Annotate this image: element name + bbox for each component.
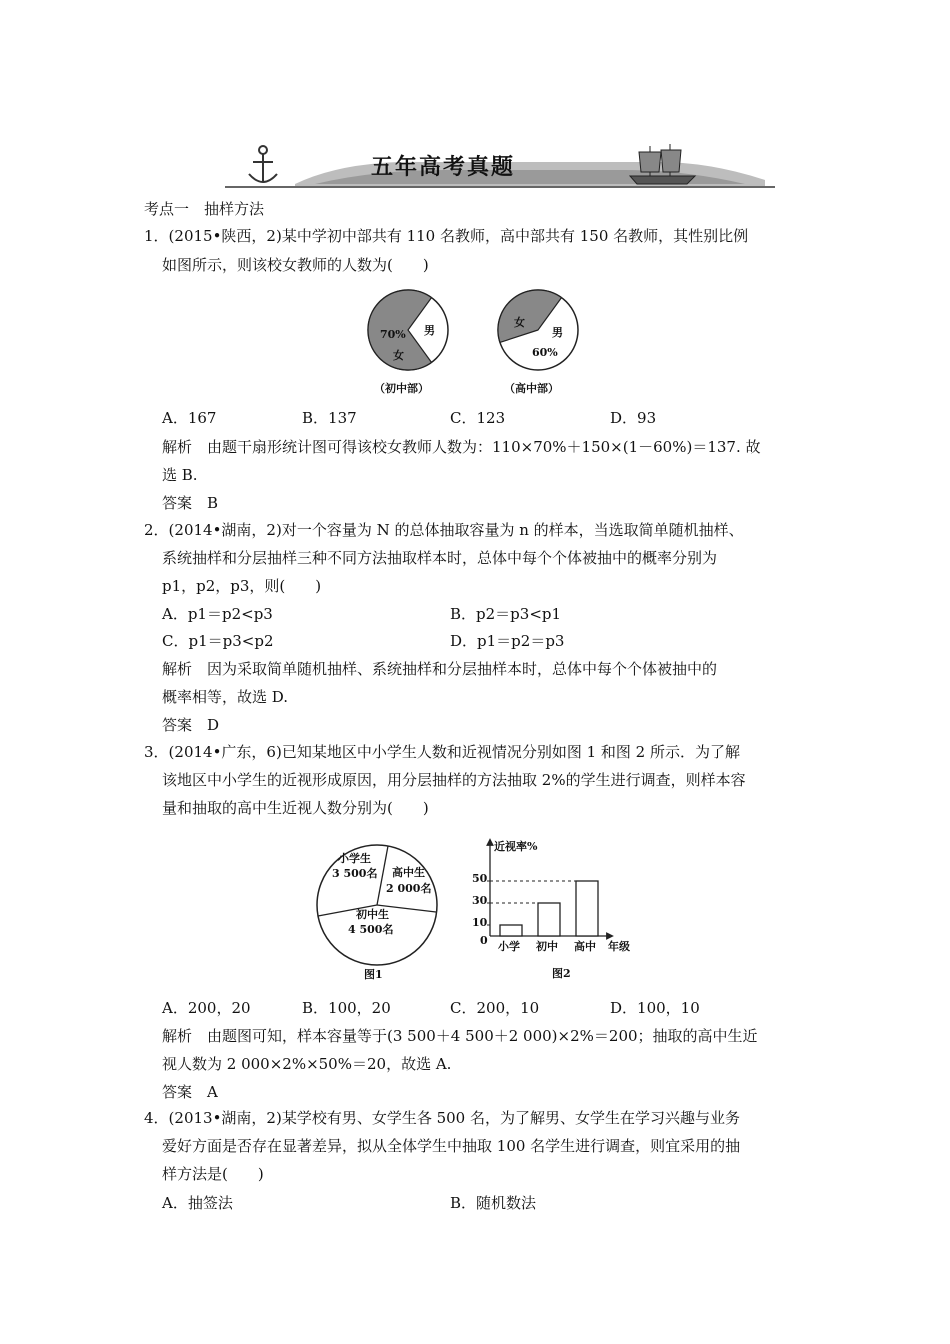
section-title: 考点一 抽样方法 (144, 200, 265, 218)
bar-2 (576, 881, 598, 936)
banner (225, 140, 775, 192)
q3-answer: 答案 A (162, 1083, 218, 1101)
q3-analysis-line1: 解析 由题图可知，样本容量等于(3 500＋4 500＋2 000)×2%＝200；抽取的高中生近 (162, 1027, 758, 1045)
q1-answer: 答案 B (162, 494, 219, 512)
chart-ytick-10: 10 (472, 916, 488, 929)
pie2-caption: （高中部） (504, 382, 559, 395)
chart-ylabel: 近视率% (494, 840, 538, 853)
q1-pie-junior (360, 286, 460, 396)
chart-caption: 图2 (552, 967, 571, 980)
banner-title: 五年高考真题 (371, 155, 516, 180)
q4-stem-line1: 4．(2013•湖南，2)某学校有男、女学生各 500 名，为了解男、女学生在学习兴趣与业务 (144, 1109, 740, 1127)
chart-ytick-0: 0 (480, 934, 488, 947)
q3-pie-chart (312, 840, 442, 990)
q4-option-a: A．抽签法 (162, 1194, 233, 1212)
q3-stem-line2: 该地区中小学生的近视形成原因，用分层抽样的方法抽取 2%的学生进行调查，则样本容 (162, 771, 746, 789)
q1-pie-senior (490, 286, 590, 396)
pie1-male: 男 (424, 324, 435, 337)
chart-xtick-senior: 高中 (574, 940, 596, 953)
pie-label-junior: 初中生 (356, 908, 389, 921)
q3-option-b: B．100，20 (302, 999, 391, 1017)
chart-xtick-junior: 初中 (536, 940, 558, 953)
chart-xtick-primary: 小学 (498, 940, 520, 953)
q1-analysis-line2: 选 B. (162, 466, 198, 484)
q2-stem-line2: 系统抽样和分层抽样三种不同方法抽取样本时，总体中每个个体被抽中的概率分别为 (162, 549, 718, 567)
q1-option-c: C．123 (450, 409, 506, 427)
q2-option-c: C．p1＝p3<p2 (162, 632, 274, 650)
q1-option-a: A．167 (162, 409, 217, 427)
pie1-female: 女 (393, 349, 404, 362)
q2-option-b: B．p2＝p3<p1 (450, 605, 562, 623)
q2-option-a: A．p1＝p2<p3 (162, 605, 273, 623)
q2-answer: 答案 D (162, 716, 220, 734)
pie-value-senior: 2 000名 (386, 882, 432, 895)
q1-analysis-line1: 解析 由题干扇形统计图可得该校女教师人数为：110×70%＋150×(1－60%)＝137. 故 (162, 438, 761, 456)
q3-stem-line3: 量和抽取的高中生近视人数分别为( ) (162, 799, 429, 817)
q3-option-d: D．100，10 (610, 999, 700, 1017)
q1-option-b: B．137 (302, 409, 357, 427)
bar-1 (538, 903, 560, 936)
q4-stem-line2: 爱好方面是否存在显著差异，拟从全体学生中抽取 100 名学生进行调查，则宜采用的抽 (162, 1137, 741, 1155)
bar-0 (500, 925, 522, 936)
pie-value-primary: 3 500名 (332, 867, 378, 880)
q4-option-b: B．随机数法 (450, 1194, 537, 1212)
pie2-female: 女 (514, 316, 525, 329)
anchor-icon (249, 146, 277, 182)
pie1-caption: （初中部） (374, 382, 429, 395)
q2-stem-line3: p1，p2，p3，则( ) (162, 577, 322, 595)
q1-stem-line2: 如图所示，则该校女教师的人数为( ) (162, 256, 429, 274)
q3-option-c: C．200，10 (450, 999, 540, 1017)
pie2-male: 男 (552, 326, 563, 339)
q3-stem-line1: 3．(2014•广东，6)已知某地区中小学生人数和近视情况分别如图 1 和图 2 所示．为了解 (144, 743, 740, 761)
chart-ytick-50: 50 (472, 872, 488, 885)
q2-stem-line1: 2．(2014•湖南，2)对一个容量为 N 的总体抽取容量为 n 的样本，当选取简单随机抽样、 (144, 521, 744, 539)
q2-analysis-line1: 解析 因为采取简单随机抽样、系统抽样和分层抽样本时，总体中每个个体被抽中的 (162, 660, 718, 678)
chart-ytick-30: 30 (472, 894, 488, 907)
pie-value-junior: 4 500名 (348, 923, 394, 936)
q1-stem-line1: 1．(2015•陕西，2)某中学初中部共有 110 名教师，高中部共有 150 名教师，其性别比例 (144, 227, 749, 245)
q4-stem-line3: 样方法是( ) (162, 1165, 264, 1183)
pie-label-primary: 小学生 (338, 852, 371, 865)
q2-option-d: D．p1＝p2＝p3 (450, 632, 565, 650)
pie-caption: 图1 (364, 968, 383, 981)
pie2-pct: 60% (532, 346, 558, 359)
pie1-pct: 70% (380, 328, 406, 341)
q2-analysis-line2: 概率相等，故选 D. (162, 688, 289, 706)
chart-xlabel: 年级 (608, 940, 630, 953)
q1-option-d: D．93 (610, 409, 657, 427)
q3-bar-chart (470, 832, 640, 987)
q3-analysis-line2: 视人数为 2 000×2%×50%＝20，故选 A. (162, 1055, 452, 1073)
q3-option-a: A．200，20 (162, 999, 251, 1017)
pie-label-senior: 高中生 (392, 866, 425, 879)
